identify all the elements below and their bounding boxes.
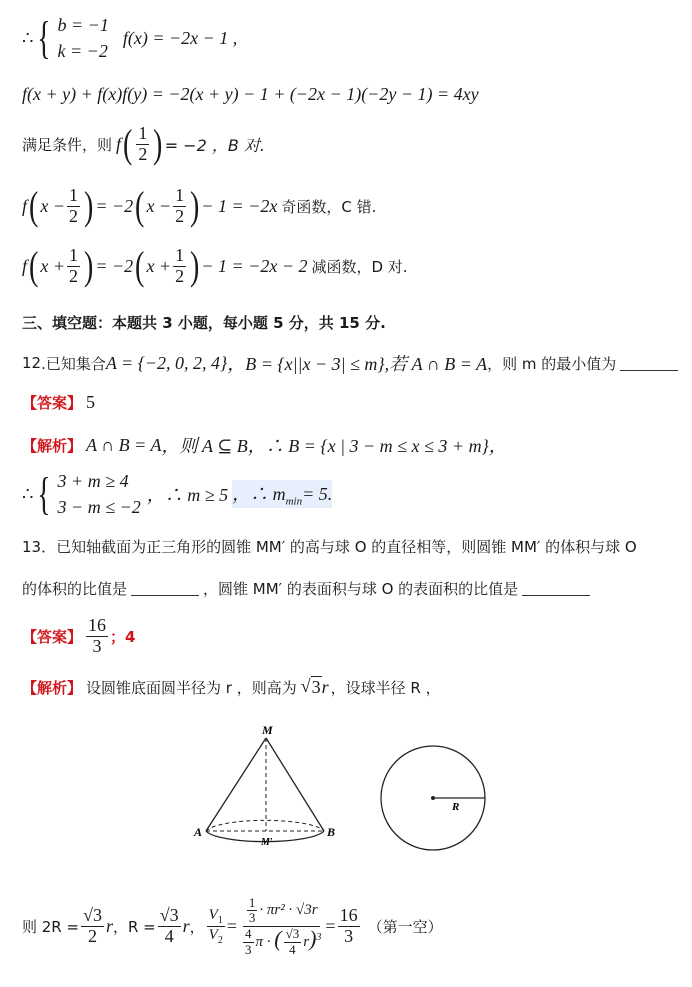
line-2 bbox=[22, 84, 479, 105]
q12-answer bbox=[22, 392, 95, 413]
eq-k: k = −2 bbox=[57, 41, 108, 62]
q12-ask: ，则 m 的最小值为 bbox=[487, 354, 617, 373]
analysis-tag: 【解析】 bbox=[22, 436, 83, 455]
q13-analysis: 【解析】 设圆锥底面圆半径为 r ，则高为 √ 3 r ，设球半径 R ， bbox=[22, 676, 441, 697]
q12-analysis: 【解析】 A ∩ B = A ，则 A ⊆ B ，∴ B = {x | 3 − m ≤ x ≤ 3 + m} ， bbox=[22, 434, 507, 456]
label-a: A bbox=[194, 825, 203, 839]
label-r: R bbox=[452, 801, 460, 813]
cone-diagram bbox=[193, 723, 335, 848]
d-expression: − 1 = −2x − 2 bbox=[201, 255, 308, 276]
label-m-prime: M′ bbox=[261, 837, 273, 848]
functional-equation: f(x + y) + f(x)f(y) = −2(x + y) − 1 + (−2x − 1)(−2y − 1) = 4xy bbox=[22, 84, 479, 104]
answer-tag: 【答案】 bbox=[22, 394, 83, 412]
first-blank-note: （第一空） bbox=[367, 917, 443, 936]
set-b: ，B = {x||x − 3| ≤ m} bbox=[227, 354, 385, 374]
q12-answer-value: 5 bbox=[86, 392, 96, 412]
q13-blank-2 bbox=[522, 581, 590, 596]
q13-stem-1: 13 ．已知轴截面为正三角形的圆锥 MM′ 的高与球 O 的直径相等，则圆锥 MM′ 的体积与球 O bbox=[22, 537, 637, 556]
section-heading bbox=[22, 312, 386, 333]
q13-stem-2: 的体积的比值是 ，圆锥 MM′ 的表面积与球 O 的表面积的比值是 bbox=[22, 578, 594, 599]
c-expression: − 1 = −2x bbox=[201, 195, 278, 216]
cone-sphere-figure bbox=[0, 720, 692, 880]
set-a: A = {−2, 0, 2, 4} bbox=[105, 352, 228, 373]
q13-answer-tail: ；4 bbox=[110, 627, 136, 646]
d-correct: 减函数，D 对. bbox=[311, 257, 408, 276]
sphere-diagram bbox=[381, 746, 485, 850]
line-4: f ( x − $\frac{1}{2}$ ) = −2 ( x − $\frac{1}{2}$ ) − 1 = −2x 奇函数，C 错. bbox=[22, 183, 377, 229]
q13-number: 13 bbox=[22, 537, 42, 556]
q12-number: 12 bbox=[22, 354, 42, 372]
c-wrong: 奇函数，C 错. bbox=[281, 197, 377, 216]
system-bk: { b = −1 k = −2 bbox=[37, 12, 109, 64]
eq-b: b = −1 bbox=[57, 15, 109, 35]
b-correct: = −2 ，B 对. bbox=[164, 135, 266, 155]
m-min-result: ，∴ $m_{min}= 5$. bbox=[232, 480, 332, 508]
condition-text: 满足条件，则 bbox=[22, 135, 113, 154]
line-5: f ( x + $\frac{1}{2}$ ) = −2 ( x + $\frac{1}{2}$ ) − 1 = −2x − 2 减函数，D 对. bbox=[22, 243, 408, 289]
q12-system: ∴ { 3 + m ≥ 4 3 − m ≤ −2 ，∴ m ≥ 5 ，∴ $m_{min}= 5$. bbox=[22, 468, 333, 520]
label-b: B bbox=[327, 825, 336, 839]
q12-blank bbox=[620, 356, 678, 371]
q12-stem: 12 .已知集合 A = {−2, 0, 2, 4} ，B = {x||x − 3| ≤ m} ,若 A ∩ B = A ，则 m 的最小值为 bbox=[22, 350, 682, 376]
q13-answer: 【答案】 $\frac{16}{3}$ ；4 bbox=[22, 615, 136, 656]
section-title: 三、填空题：本题共 3 小题，每小题 5 分，共 15 分. bbox=[22, 314, 386, 332]
q13-final: 则 2R = $\frac{√3}{2}$ r ，R = $\frac{√3}{4}$ r ， $\frac{V_1}{V_2}$ = $\frac{1}{3}$ · πr² · √3r $\frac{4}{3}$ π · ( $\frac{√3}{4}$ r)$^3$ = $\frac{16}{3}$ （第一空） bbox=[22, 895, 443, 957]
therefore-symbol: ∴ bbox=[22, 27, 34, 48]
line-1 bbox=[22, 12, 237, 64]
q13-blank-1 bbox=[131, 581, 199, 596]
line-3: 满足条件，则 f ( $\frac{1}{2}$ ) = −2 ，B 对. bbox=[22, 121, 266, 167]
q12-condition: ,若 A ∩ B = A bbox=[384, 354, 488, 374]
fx-conclusion: f(x) = −2x − 1 , bbox=[122, 27, 238, 48]
label-m: M bbox=[262, 723, 273, 737]
